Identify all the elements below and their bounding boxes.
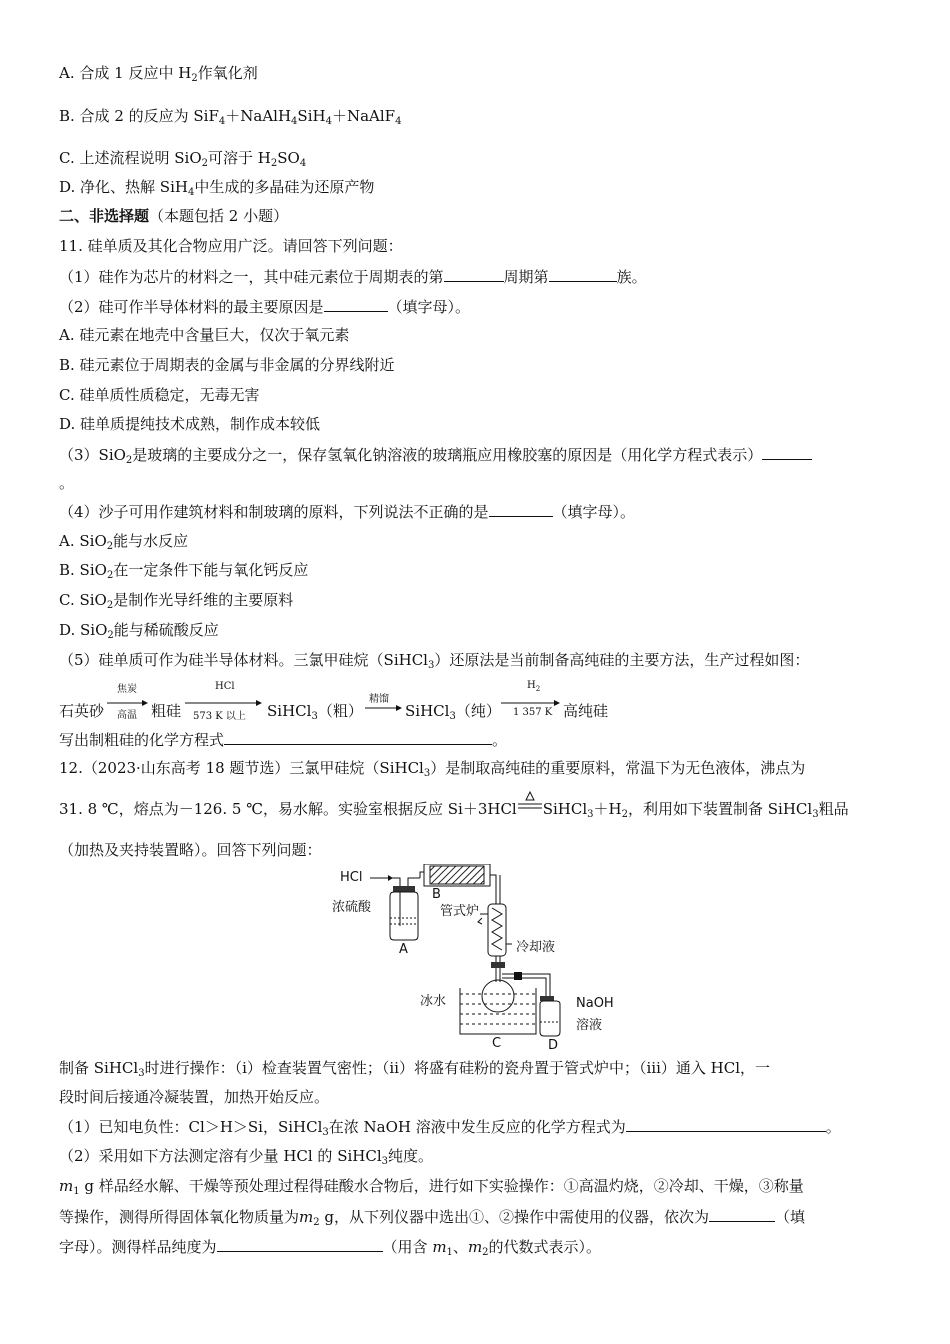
q12-stem-line2: 31. 8 ℃，熔点为－126. 5 ℃，易水解。实验室根据反应 Si＋3HCl $SiHCl_3+H_2$，利用如下装置制备 SiHCl$_3$粗品 bbox=[59, 799, 890, 819]
q12-part2-line2: $m_1$ g 样品经水解、干燥等预处理过程得硅酸水合物后，进行如下实验操作：①高温灼烧，②冷却、干燥，③称量 bbox=[59, 1177, 804, 1197]
flow-step-pure-si: 高纯硅 bbox=[563, 702, 609, 720]
q11-part4: （4）沙子可用作建筑材料和制玻璃的原料，下列说法不正确的是 （填字母）。 bbox=[59, 503, 636, 521]
option-a-text: A. 合成 1 反应中 H bbox=[59, 64, 192, 82]
q11-part2-option-c: C. 硅单质性质稳定，无毒无害 bbox=[59, 386, 260, 404]
option-a: A. 合成 1 反应中 $H_2$作氧化剂 bbox=[59, 64, 258, 84]
flow-step-sihcl3-pure: SiHCl$_3$（纯） bbox=[405, 702, 501, 722]
q11-part5: （5）硅单质可作为硅半导体材料。三氯甲硅烷（SiHCl$_3$）还原法是当前制备高纯硅的主要方法，生产过程如图： bbox=[59, 651, 810, 671]
q12-operation-line2: 段时间后接通冷凝装置，加热开始反应。 bbox=[59, 1088, 330, 1106]
answer-blank[interactable] bbox=[489, 501, 553, 517]
apparatus-diagram: HCl 浓硫酸 A B 管式炉 冷却液 冰水 C D NaOH 溶液 bbox=[330, 864, 630, 1050]
bottle-a bbox=[390, 892, 418, 940]
flow-step-crude-si: 粗硅 bbox=[151, 702, 182, 720]
option-c: C. 上述流程说明 SiO$_2$可溶于 $H_2SO_4$ bbox=[59, 149, 307, 169]
q11-part3-end: 。 bbox=[59, 474, 75, 492]
q11-part3: （3）SiO$_2$是玻璃的主要成分之一，保存氢氧化钠溶液的玻璃瓶应用橡胶塞的原因是（用化学方程式表示） bbox=[59, 444, 890, 465]
answer-blank[interactable] bbox=[444, 266, 504, 282]
q11-part1: （1）硅作为芯片的材料之一，其中硅元素位于周期表的第 周期第 族。 bbox=[59, 268, 647, 286]
answer-blank[interactable] bbox=[224, 729, 492, 745]
answer-blank[interactable] bbox=[324, 296, 388, 312]
heating-equals-sign bbox=[517, 800, 543, 816]
section-heading: 二、非选择题（本题包括 2 小题） bbox=[59, 207, 289, 225]
q12-part2-line4: 字母）。测得样品纯度为 （用含 $m_1$、$m_2$的代数式表示）。 bbox=[59, 1238, 602, 1258]
q11-part4-option-d: D. SiO$_2$能与稀硫酸反应 bbox=[59, 621, 219, 641]
q12-stem-line1: 12.（2023·山东高考 18 题节选）三氯甲硅烷（SiHCl$_3$）是制取高纯硅的重要原料，常温下为无色液体，沸点为 bbox=[59, 759, 806, 779]
production-flow-diagram: 石英砂 焦炭 高温 粗硅 HCl 573 K 以上 SiHCl$_3$（粗） 精馏 SiHCl$_3$（纯） $H_2$ 1 357 K 高纯硅 bbox=[59, 676, 759, 722]
q11-part4-option-c: C. SiO$_2$是制作光导纤维的主要原料 bbox=[59, 591, 294, 611]
q11-stem: 11. 硅单质及其化合物应用广泛。请回答下列问题： bbox=[59, 237, 403, 255]
answer-blank[interactable] bbox=[549, 266, 617, 282]
q11-part5-question: 写出制粗硅的化学方程式 。 bbox=[59, 731, 508, 749]
answer-blank[interactable] bbox=[762, 444, 812, 460]
q12-part1: （1）已知电负性：Cl＞H＞Si，SiHCl$_3$在浓 NaOH 溶液中发生反应的化学方程式为 。 bbox=[59, 1118, 841, 1138]
q11-part2: （2）硅可作半导体材料的最主要原因是 （填字母）。 bbox=[59, 298, 471, 316]
flow-step-quartz: 石英砂 bbox=[59, 702, 105, 720]
option-b: B. 合成 2 的反应为 SiF$_4$＋NaAlH$_4$SiH$_4$＋NaAlF$_4$ bbox=[59, 107, 402, 127]
q12-part2: （2）采用如下方法测定溶有少量 HCl 的 SiHCl$_3$纯度。 bbox=[59, 1147, 434, 1167]
answer-blank[interactable] bbox=[217, 1236, 383, 1252]
q11-part2-option-a: A. 硅元素在地壳中含量巨大，仅次于氧元素 bbox=[59, 326, 350, 344]
q12-part2-line3: 等操作，测得所得固体氧化物质量为$m_2$ g，从下列仪器中选出①、②操作中需使用的仪器，依次为 （填 bbox=[59, 1208, 806, 1228]
bottle-a-stopper bbox=[393, 886, 415, 892]
answer-blank[interactable] bbox=[626, 1116, 826, 1132]
bottle-d bbox=[540, 1001, 560, 1036]
answer-blank[interactable] bbox=[709, 1206, 775, 1222]
flow-step-sihcl3-crude: SiHCl$_3$（粗） bbox=[267, 702, 363, 722]
option-d: D. 净化、热解 SiH$_4$中生成的多晶硅为还原产物 bbox=[59, 178, 375, 198]
q12-stem-line3: （加热及夹持装置略）。回答下列问题： bbox=[59, 841, 322, 859]
q11-part4-option-a: A. SiO$_2$能与水反应 bbox=[59, 532, 189, 552]
q11-part2-option-b: B. 硅元素位于周期表的金属与非金属的分界线附近 bbox=[59, 356, 395, 374]
q12-operation-line1: 制备 SiHCl$_3$时进行操作：（ⅰ）检查装置气密性；（ⅱ）将盛有硅粉的瓷舟置于管式炉中；（ⅲ）通入 HCl，一 bbox=[59, 1059, 770, 1079]
flask-c bbox=[482, 980, 514, 1012]
condenser bbox=[488, 904, 506, 956]
ice-bath bbox=[460, 988, 536, 1034]
q11-part4-option-b: B. SiO$_2$在一定条件下能与氧化钙反应 bbox=[59, 561, 309, 581]
q11-part2-option-d: D. 硅单质提纯技术成熟，制作成本较低 bbox=[59, 415, 321, 433]
